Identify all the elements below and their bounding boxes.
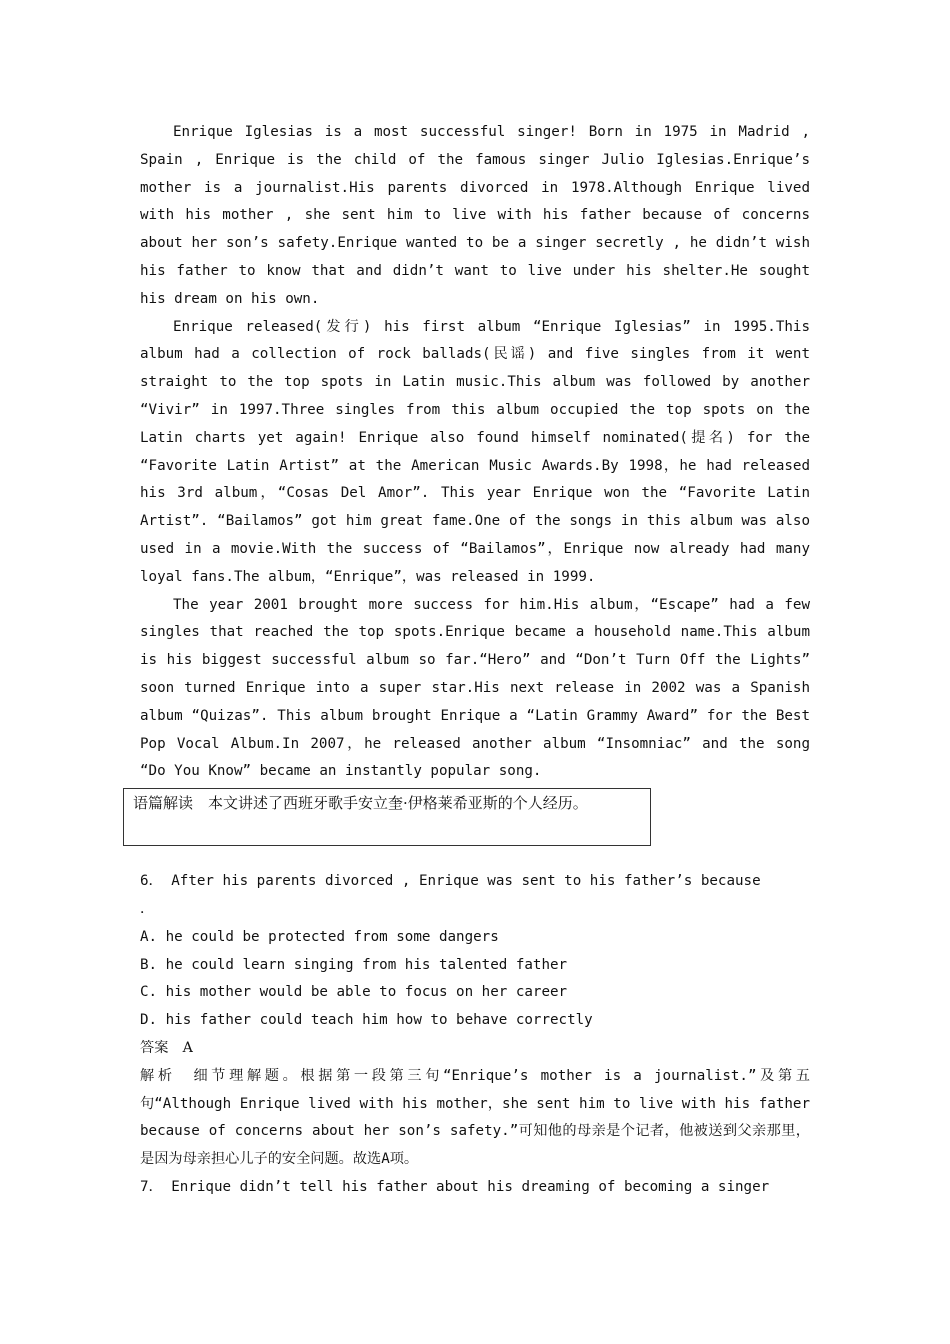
passage-paragraph-2: Enrique released(发行) his first album “Enrique Iglesias” in 1995.This album had a collection of rock ballads(民谣) and five singles from it went straight to the top spots in Latin music.This album was followed by another “Vivir” in 1997.Three singles from this album occupied the top spots on the Latin charts yet again! Enrique also found himself nominated(提名) for the “Favorite Latin Artist” at the American Music Awards.By 1998，he had released his 3rd album，“Cosas Del Amor”. This year Enrique won the “Favorite Latin Artist”. “Bailamos” got him great fame.One of the songs in this album was also used in a movie.With the success of “Bailamos”，Enrique now already had many loyal fans.The album，“Enrique”，was released in 1999. bbox=[140, 318, 810, 585]
reading-note-text: 语篇解读 本文讲述了西班牙歌手安立奎·伊格莱希亚斯的个人经历。 bbox=[133, 794, 588, 813]
passage-paragraph-1: Enrique Iglesias is a most successful singer! Born in 1975 in Madrid , Spain , Enrique is the child of the famous singer Julio Iglesias.Enrique’s mother is a journalist.His parents divorced in 1978.Although Enrique lived with his mother , she sent him to live with his father because of concerns about her son’s safety.Enrique wanted to be a singer secretly , he didn’t wish his father to know that and didn’t want to live under his shelter.He sought his dream on his own. bbox=[140, 124, 810, 307]
question-6-answer: 答案 A bbox=[140, 1039, 193, 1056]
reading-note-box bbox=[123, 788, 651, 846]
question-7 bbox=[140, 1174, 810, 1202]
passage-paragraph-3: The year 2001 brought more success for him.His album，“Escape” had a few singles that reached the top spots.Enrique became a household name.This album is his biggest successful album so far.“Hero” and “Don’t Turn Off the Lights” soon turned Enrique into a super star.His next release in 2002 was a Spanish album “Quizas”. This album brought Enrique a “Latin Grammy Award” for the Best Pop Vocal Album.In 2007，he released another album “Insomniac” and the song “Do You Know” became an instantly popular song. bbox=[140, 596, 810, 780]
question-6 bbox=[140, 868, 810, 1174]
document-content bbox=[133, 119, 810, 1202]
question-7-stem: 7． Enrique didn’t tell his father about his dreaming of becoming a singer bbox=[140, 1178, 770, 1195]
question-6-option-d: D. his father could teach him how to behave correctly bbox=[140, 1012, 593, 1029]
question-6-analysis: 解析 细节理解题。根据第一段第三句“Enrique’s mother is a journalist.”及第五句“Although Enrique lived with his mother，she sent him to live with his father because of concerns about her son’s safety.”可知他的母亲是个记者，他被送到父亲那里，是因为母亲担心儿子的安全问题。故选A项。 bbox=[140, 1067, 810, 1168]
question-6-option-a: A. he could be protected from some dangers bbox=[140, 928, 499, 945]
question-6-blank: ． bbox=[140, 900, 155, 917]
question-6-option-b: B. he could learn singing from his talented father bbox=[140, 956, 568, 973]
question-6-stem: 6． After his parents divorced , Enrique was sent to his father’s because bbox=[140, 873, 761, 890]
question-6-option-c: C. his mother would be able to focus on her career bbox=[140, 984, 568, 1001]
